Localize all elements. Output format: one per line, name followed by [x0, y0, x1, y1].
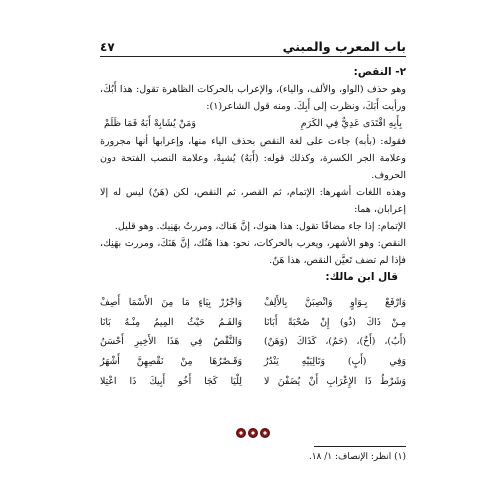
poem-right-hemistich: وَفِي (أَبٍ) وَتَالِيَيْهِ يَنْدُرُ: [264, 356, 406, 368]
section-end-ornament: [233, 428, 273, 438]
chapter-title: باب المعرب والمبني: [282, 39, 406, 54]
poem-line: [100, 332, 406, 352]
page-number: ٤٧: [100, 40, 115, 54]
footnote: (١) انظر: الإنصاف: ١/ ١٨.: [308, 452, 406, 462]
poem-left-hemistich: وَاجْرُرْ بِيَاءٍ مَا مِنَ الأَسْمَا أَصِفْ: [100, 297, 242, 308]
poem-line: [100, 313, 406, 333]
footnote-divider: [314, 446, 406, 447]
poem-left-hemistich: وَالفَـمُ حَيْثُ المِيمُ مِنْـهُ بَانَا: [100, 316, 242, 328]
poem-right-hemistich: وَشَرْطُ ذَا الإِعْرَابِ أَنْ يُضَفْنَ لا: [264, 375, 406, 387]
paragraph-naqs: النقص: وهو الأشهر، ويعرب بالحركات، نحو: هذا هَنُك، إنَّ هَنَكَ، ومررت بهَنِك، فإذا لم تضف تَعيَّن النقص، هذا هَنٌ.: [100, 238, 406, 266]
verse-second-hemistich: وَمَنْ يُشَابِهْ أَبَهُ فَمَا ظَلَمْ: [104, 118, 196, 129]
verse-first-hemistich: بِأَبِهِ اقْتَدَى عَدِيٌّ فِي الكَرَمِ: [300, 118, 402, 129]
poem-left-hemistich: لِلْيَا كَجَا أَخُو أَبِيكَ ذَا اعْتِلا: [100, 375, 242, 387]
flower-ornament-icon: [236, 428, 246, 438]
quoted-verse: [100, 115, 406, 133]
flower-ornament-icon: [260, 428, 270, 438]
flower-ornament-icon: [248, 428, 258, 438]
poem-intro: قال ابن مالك:: [325, 271, 398, 283]
running-header: [100, 34, 406, 57]
section-title: ٢- النقص:: [353, 66, 406, 78]
poem-right-hemistich: وَارْفَعْ بِـوَاوٍ وَانْصِبَنَّ بِالأَلِفْ: [264, 297, 406, 308]
poem-right-hemistich: مِـنْ ذَاكَ (ذُو) إِنْ صُحْبَةً أَبَانَا: [264, 316, 406, 328]
alfiyya-poem: [100, 293, 406, 392]
paragraph-dialects: وهذه اللغات أشهرها: الإتمام، ثم القصر، ثم النقص، لكن (هَنٌ) ليس له إلا إعرابان، هما:: [100, 187, 406, 215]
main-text: [100, 64, 406, 286]
poem-line: [100, 372, 406, 392]
paragraph-definition: وهو حذف (الواو، والألف، والياء)، والإعراب بالحركات الظاهرة تقول: هذا أَبُكَ، ورأيت أَبَكَ، ونظرت إلى أَبِكَ. ومنه قول الشاعر(١):: [100, 84, 406, 112]
poem-line: [100, 293, 406, 313]
poem-right-hemistich: (أَبٌ)، (أَخٌ)، (حَمٌ)، كَذَاكَ (وَهَنٌ): [264, 336, 406, 348]
poem-left-hemistich: وَالنَّقْصُ فِي هَذَا الأَخِيرِ أَحْسَنُ: [100, 336, 242, 348]
paragraph-itmam: الإتمام: إذا جاء مضافًا تقول: هذا هنوك، إنَّ هَناك، ومررتُ بهَنِيك. وهو قليل.: [114, 221, 406, 232]
paragraph-explanation: فقوله: (بأبه) جاءت على لغة النقص بحذف الياء منها، وإعرابها أنها مجرورة وعلامة الجر الكسرة، وكذلك قوله: (أَبَهُ) يُشبِهْ، وعلامة النصب الفتحة دون الحروف.: [100, 136, 406, 181]
poem-left-hemistich: وَقَـصْرُهَا مِنْ نَقْصِهِنَّ أَشْهَرُ: [100, 356, 242, 368]
poem-line: [100, 352, 406, 372]
